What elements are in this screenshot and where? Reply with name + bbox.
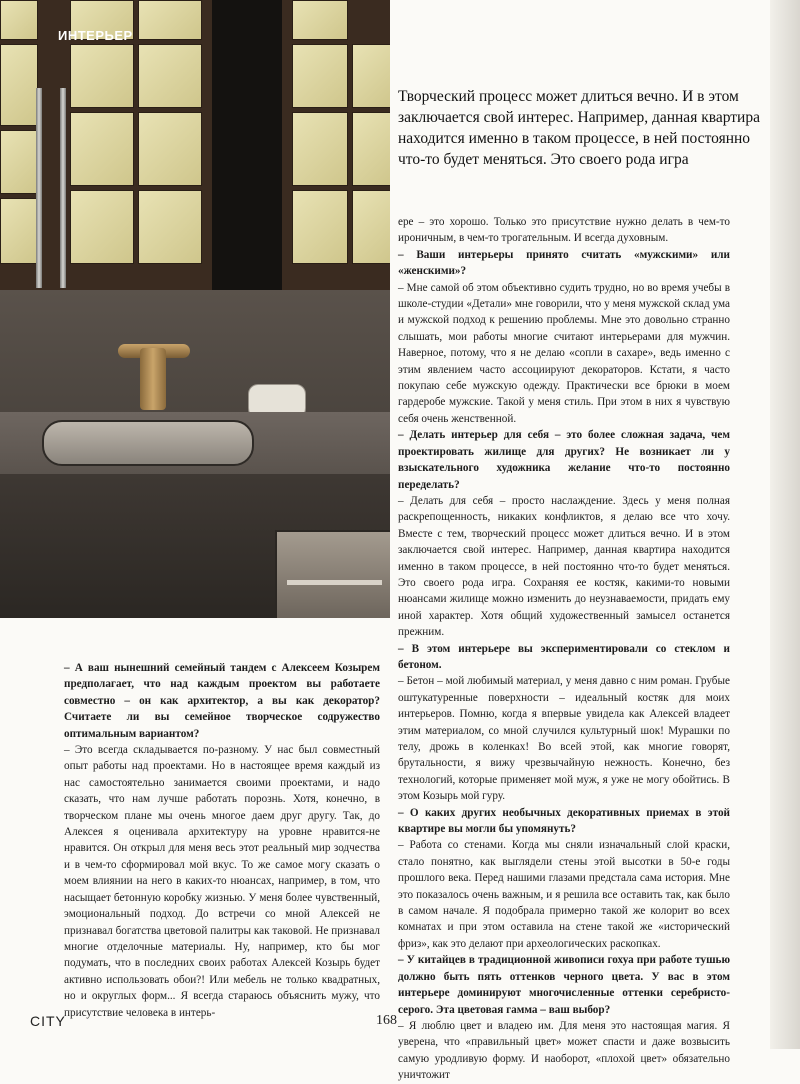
- interview-question: – В этом интерьере вы экспериментировали со стеклом и бетоном.: [398, 642, 730, 671]
- sink: [42, 420, 254, 466]
- pull-quote: Творческий процесс может длиться вечно. И в этом заключается свой интерес. Например, данная квартира находится именно в таком процессе, в ней постоянно что-то будет меняться. Это своего рода игра: [398, 88, 760, 168]
- interview-answer: – Мне самой об этом объективно судить трудно, но во время учебы в школе-студии «Детали» мне говорили, что у меня мужской склад ума и мужской подход к решению проблемы. Мне это довольно странно слышать, мои работы многие считают интерьерами для мужчин. Наверное, потому, что я не делаю «сопли в сахаре», ведь именно с этим явлением часто ассоциируют декораторов. Кстати, я часто покупаю себе мужскую одежду. Практически все брюки в моем гардеробе мужские. Такой у меня стиль. При этом в них я чувствую себя очень женственной.: [398, 281, 730, 425]
- interview-answer: ере – это хорошо. Только это присутствие нужно делать в чем-то ироничным, в чем-то трогательным. И всегда духовным.: [398, 216, 730, 245]
- page-number: 168: [376, 1013, 397, 1028]
- magazine-name: CITY: [30, 1013, 66, 1029]
- faucet: [140, 348, 166, 410]
- interview-question: – Ваши интерьеры принято считать «мужскими» или «женскими»?: [398, 248, 730, 278]
- interview-question: – У китайцев в традиционной живописи гохуа при работе тушью должно быть пять оттенков черного цвета. У вас в этом интерьере доминируют многочисленные оттенки серебристо-серого. Эта цветовая гамма – ваш выбор?: [398, 954, 730, 1016]
- kitchen-photo: [0, 0, 390, 618]
- left-column: [64, 660, 380, 1021]
- interview-question: – А ваш нынешний семейный тандем с Алексеем Козырем предполагает, что над каждым проектом вы работаете совместно – он как архитектор, а вы как декоратор? Считаете ли вы семейное творческое содружество оптимальным вариантом?: [64, 662, 380, 740]
- interview-answer: – Бетон – мой любимый материал, у меня давно с ним роман. Грубые оштукатуренные поверхности – идеальный костяк для моих интерьеров. Помню, когда я впервые увидела как Алексей владеет этим материалом, со мной случился культурный шок! Мурашки по телу, дрожь в коленках! Во всей этой, как многие говорят, брутальности, я вижу чрезвычайную нежность. Конечно, без технологий, которые применяет мой муж, я уже не могу обойтись. В этом Козырь мой гуру.: [398, 675, 730, 803]
- right-column: [398, 214, 730, 1084]
- interview-answer: – Работа со стенами. Когда мы сняли изначальный слой краски, стало понятно, как выглядели стены этой высотки в 50-е годы прошлого века. Перед нашими глазами предстала сама история. Мне это показалось очень важным, и я решила все оставить так, как было в самом начале. Я подобрала примерно такой же колорит во всех комнатах и при этом оставила на стене такой же «исторический фриз», как это делают при археологических раскопках.: [398, 839, 730, 950]
- interview-answer: – Это всегда складывается по-разному. У нас был совместный опыт работы над проектами. Но в настоящее время каждый из нас самостоятельно занимается своими проектами, и надо сказать, что нам лучше работать порознь. Хотя, конечно, в творческом плане мы очень многое даем друг другу. Так, до Алексея я оценивала архитектуру на уровне нравится-не нравится. Он открыл для меня весь этот реальный мир зодчества и в чем-то сформировал мой вкус. То же самое могу сказать о моем влиянии на него в каких-то нюансах, например, в том, что насыщает бетонную коробку жизнью. У меня более чувственный, эмоциональный подход. До встречи со мной Алексей не признавал богатства цветовой палитры как таковой. Не признавал многие отделочные материалы. Ну, например, кто бы мог подумать, что в последних своих работах Алексей Козырь будет активно использовать обои?! Или мебель не только квадратных, но и округлых форм... Я всегда стараюсь объяснить мужу, что присутствие человека в интерь-: [64, 744, 380, 1019]
- page-gutter: [770, 0, 800, 1049]
- interview-answer: – Я люблю цвет и владею им. Для меня это настоящая магия. Я уверена, что «правильный цвет» может спасти и даже возвысить самую уродливую форму. И наоборот, «плохой цвет» обязательно уничтожит: [398, 1019, 730, 1082]
- interview-question: – О каких других необычных декоративных приемах в этой квартире вы могли бы упомянуть?: [398, 806, 730, 836]
- oven: [275, 530, 390, 618]
- cabinet-niche: [212, 0, 282, 290]
- interview-answer: – Делать для себя – просто наслаждение. Здесь у меня полная раскрепощенность, никаких конфликтов, я делаю все что хочу. Вместе с тем, творческий процесс может длиться вечно. И в этом заключается свой интерес. Например, данная квартира находится именно в таком процессе, в ней постоянно что-то будет меняться. Это своего рода игра. Сохраняя ее костяк, какими-то новыми нюансами жилище можно изменить до неузнаваемости, придать ему иной характер. Хотя общий художественный замысел останется прежним.: [398, 494, 730, 639]
- cabinet-handle: [36, 88, 42, 288]
- section-tag: ИНТЕРЬЕР: [58, 28, 133, 43]
- cabinet-handle: [60, 88, 66, 288]
- interview-question: – Делать интерьер для себя – это более сложная задача, чем проектировать жилище для других? Не возникает ли у взыскательного художника желание что-то постоянно переделать?: [398, 429, 730, 491]
